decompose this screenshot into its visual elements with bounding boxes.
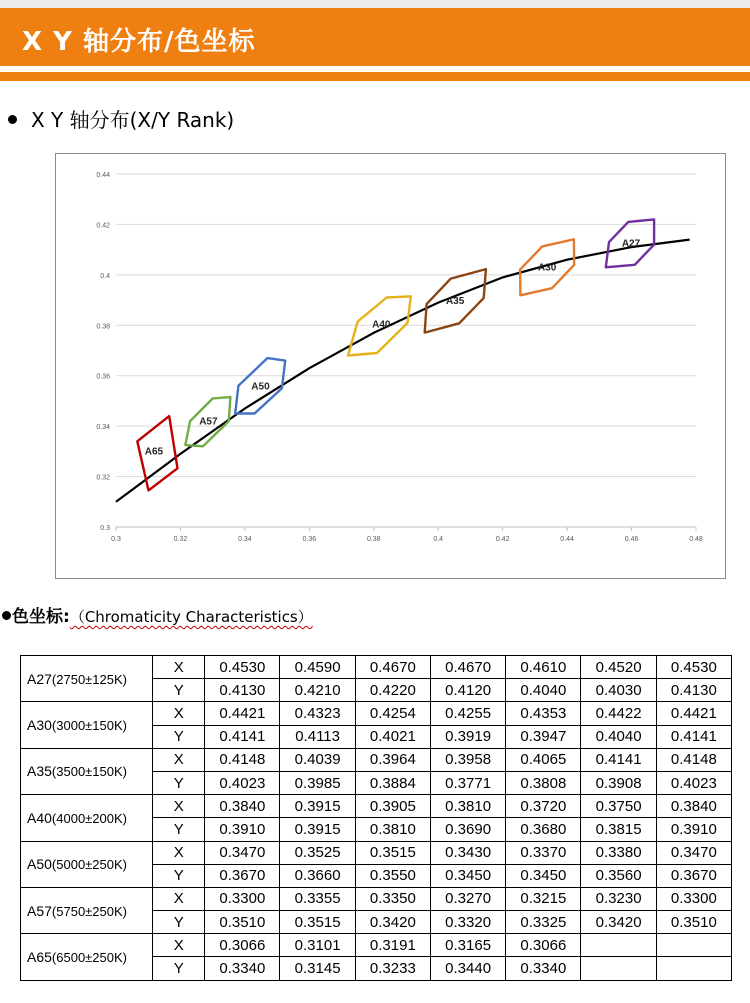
coordinate-cell: 0.4670 — [430, 656, 505, 679]
coordinate-cell: 0.4141 — [656, 725, 731, 748]
coordinate-cell: 0.4040 — [581, 725, 656, 748]
top-stripe — [0, 0, 750, 8]
bullet-icon — [8, 115, 17, 124]
axis-label-cell: Y — [153, 679, 205, 702]
coordinate-cell: 0.3720 — [506, 795, 581, 818]
coordinate-cell: 0.4141 — [581, 748, 656, 771]
coordinate-cell: 0.3510 — [656, 911, 731, 934]
rank-name-cell — [21, 656, 153, 702]
chart-canvas — [56, 154, 725, 578]
coordinate-cell: 0.3919 — [430, 725, 505, 748]
coordinate-cell: 0.3420 — [581, 911, 656, 934]
coordinate-cell — [656, 957, 731, 980]
coordinate-cell: 0.3910 — [656, 818, 731, 841]
rank-name-cell — [21, 795, 153, 841]
coordinate-cell: 0.4254 — [355, 702, 430, 725]
table-row — [21, 656, 732, 679]
coordinate-cell: 0.3908 — [581, 771, 656, 794]
section-chroma-label: 色坐标: — [12, 607, 70, 627]
rank-name: A65 — [27, 948, 52, 965]
coordinate-cell: 0.3550 — [355, 864, 430, 887]
coordinate-cell: 0.3470 — [656, 841, 731, 864]
rank-name: A57 — [27, 902, 52, 919]
x-tick-label: 0.32 — [173, 536, 188, 543]
coordinate-cell: 0.4148 — [205, 748, 280, 771]
axis-label-cell: Y — [153, 957, 205, 980]
coordinate-cell: 0.3430 — [430, 841, 505, 864]
rank-cct-range: (2750±125K) — [51, 671, 127, 687]
coordinate-cell: 0.3066 — [506, 934, 581, 957]
coordinate-cell: 0.3808 — [506, 771, 581, 794]
coordinate-cell: 0.4141 — [205, 725, 280, 748]
coordinate-cell: 0.3191 — [355, 934, 430, 957]
coordinate-cell — [656, 934, 731, 957]
y-tick-label: 0.42 — [96, 222, 110, 230]
coordinate-cell: 0.3840 — [205, 795, 280, 818]
coordinate-cell: 0.3380 — [581, 841, 656, 864]
coordinate-cell — [581, 957, 656, 980]
x-tick-label: 0.44 — [560, 536, 574, 543]
header-bar — [0, 8, 750, 66]
coordinate-cell: 0.4023 — [656, 771, 731, 794]
y-tick-label: 0.44 — [96, 172, 110, 179]
coordinate-cell: 0.3964 — [355, 748, 430, 771]
coordinate-cell: 0.4255 — [430, 702, 505, 725]
coordinate-cell: 0.3915 — [280, 818, 355, 841]
rank-cct-range: (3500±150K) — [51, 764, 127, 780]
x-tick-label: 0.4 — [433, 536, 444, 543]
coordinate-cell: 0.3370 — [506, 841, 581, 864]
coordinate-cell: 0.3470 — [205, 841, 280, 864]
rank-cct-range: (4000±200K) — [51, 810, 127, 826]
x-tick-label: 0.46 — [624, 536, 639, 543]
table-row — [21, 702, 732, 725]
coordinate-cell: 0.3101 — [280, 934, 355, 957]
bullet-icon — [2, 611, 11, 620]
coordinate-cell: 0.4065 — [506, 748, 581, 771]
rank-cct-range: (5000±250K) — [51, 857, 127, 873]
rank-name: A27 — [27, 670, 52, 687]
section-rank-label: X Y 轴分布(X/Y Rank) — [31, 108, 235, 132]
coordinate-cell: 0.4210 — [280, 679, 355, 702]
rank-name-cell — [21, 841, 153, 887]
coordinate-cell: 0.3815 — [581, 818, 656, 841]
axis-label-cell: Y — [153, 911, 205, 934]
rank-name-cell — [21, 702, 153, 748]
coordinate-cell: 0.4113 — [280, 725, 355, 748]
coordinate-cell: 0.3440 — [430, 957, 505, 980]
coordinate-cell: 0.4670 — [355, 656, 430, 679]
coordinate-cell: 0.3525 — [280, 841, 355, 864]
coordinate-cell: 0.3750 — [581, 795, 656, 818]
x-tick-label: 0.36 — [302, 536, 317, 543]
coordinate-cell: 0.3230 — [581, 887, 656, 910]
coordinate-cell: 0.4039 — [280, 748, 355, 771]
rank-label-a27: A27 — [621, 238, 641, 250]
x-tick-label: 0.48 — [689, 536, 703, 543]
axis-label-cell: X — [153, 748, 205, 771]
rank-name-cell — [21, 887, 153, 933]
coordinate-cell: 0.3355 — [280, 887, 355, 910]
coordinate-cell: 0.3165 — [430, 934, 505, 957]
rank-label-a50: A50 — [251, 381, 270, 393]
coordinate-cell: 0.4590 — [280, 656, 355, 679]
section-rank-heading — [8, 104, 234, 133]
x-tick-label: 0.42 — [495, 536, 510, 543]
coordinate-cell: 0.4220 — [355, 679, 430, 702]
rank-name: A30 — [27, 717, 52, 734]
coordinate-cell: 0.3300 — [656, 887, 731, 910]
section-chroma-sublabel: （Chromaticity Characteristics） — [69, 608, 313, 626]
table-row — [21, 795, 732, 818]
coordinate-cell: 0.4520 — [581, 656, 656, 679]
blackbody-curve — [116, 240, 690, 502]
axis-label-cell: Y — [153, 818, 205, 841]
coordinate-cell: 0.3690 — [430, 818, 505, 841]
coordinate-cell: 0.4323 — [280, 702, 355, 725]
coordinate-cell: 0.3215 — [506, 887, 581, 910]
rank-cct-range: (3000±150K) — [51, 718, 127, 734]
coordinate-cell: 0.4148 — [656, 748, 731, 771]
rank-cct-range: (6500±250K) — [51, 949, 127, 965]
table-row — [21, 841, 732, 864]
coordinate-cell: 0.4130 — [205, 679, 280, 702]
coordinate-cell: 0.3066 — [205, 934, 280, 957]
coordinate-cell: 0.3810 — [430, 795, 505, 818]
rank-label-a30: A30 — [537, 262, 557, 274]
coordinate-cell: 0.3270 — [430, 887, 505, 910]
rank-label-a65: A65 — [144, 446, 164, 458]
coordinate-cell: 0.3420 — [355, 911, 430, 934]
coordinate-cell: 0.3450 — [430, 864, 505, 887]
x-tick-label: 0.38 — [366, 536, 381, 543]
coordinate-cell: 0.4021 — [355, 725, 430, 748]
coordinate-cell: 0.3340 — [205, 957, 280, 980]
section-chroma-heading — [2, 602, 313, 627]
coordinate-cell: 0.4030 — [581, 679, 656, 702]
x-tick-label: 0.3 — [111, 536, 121, 543]
coordinate-cell: 0.3905 — [355, 795, 430, 818]
table-row — [21, 748, 732, 771]
axis-label-cell: X — [153, 795, 205, 818]
coordinate-cell: 0.4530 — [656, 656, 731, 679]
rank-name: A40 — [27, 809, 52, 826]
coordinate-cell: 0.4610 — [506, 656, 581, 679]
coordinate-cell: 0.3325 — [506, 911, 581, 934]
x-tick-label: 0.34 — [238, 536, 252, 543]
table-row — [21, 887, 732, 910]
coordinate-cell: 0.4130 — [656, 679, 731, 702]
rank-label-a40: A40 — [372, 319, 391, 331]
page-title: X Y 轴分布/色坐标 — [22, 27, 256, 57]
coordinate-cell: 0.3340 — [506, 957, 581, 980]
coordinate-cell: 0.3300 — [205, 887, 280, 910]
chromaticity-table — [20, 655, 732, 981]
table-row — [21, 934, 732, 957]
coordinate-cell: 0.3810 — [355, 818, 430, 841]
y-tick-label: 0.4 — [100, 272, 110, 280]
rank-label-a57: A57 — [199, 416, 218, 428]
coordinate-cell: 0.3884 — [355, 771, 430, 794]
xy-rank-chart — [55, 153, 726, 579]
coordinate-cell: 0.3320 — [430, 911, 505, 934]
coordinate-cell: 0.3915 — [280, 795, 355, 818]
rank-name-cell — [21, 748, 153, 794]
coordinate-cell: 0.3840 — [656, 795, 731, 818]
coordinate-cell: 0.3560 — [581, 864, 656, 887]
axis-label-cell: Y — [153, 864, 205, 887]
coordinate-cell: 0.3510 — [205, 911, 280, 934]
axis-label-cell: X — [153, 702, 205, 725]
y-tick-label: 0.38 — [96, 323, 110, 331]
coordinate-cell: 0.3670 — [205, 864, 280, 887]
coordinate-cell: 0.3515 — [355, 841, 430, 864]
coordinate-cell: 0.3450 — [506, 864, 581, 887]
rank-cct-range: (5750±250K) — [51, 903, 127, 919]
axis-label-cell: X — [153, 934, 205, 957]
y-tick-label: 0.34 — [96, 424, 110, 432]
rank-name-cell — [21, 934, 153, 980]
coordinate-cell: 0.3145 — [280, 957, 355, 980]
coordinate-cell: 0.3350 — [355, 887, 430, 910]
y-tick-label: 0.3 — [100, 525, 110, 532]
axis-label-cell: Y — [153, 771, 205, 794]
axis-label-cell: Y — [153, 725, 205, 748]
coordinate-cell: 0.3670 — [656, 864, 731, 887]
coordinate-cell: 0.4421 — [656, 702, 731, 725]
coordinate-cell: 0.4530 — [205, 656, 280, 679]
coordinate-cell: 0.4120 — [430, 679, 505, 702]
coordinate-cell: 0.3233 — [355, 957, 430, 980]
y-tick-label: 0.32 — [96, 474, 110, 482]
y-tick-label: 0.36 — [96, 373, 110, 381]
axis-label-cell: X — [153, 656, 205, 679]
coordinate-cell: 0.3771 — [430, 771, 505, 794]
header-divider — [0, 72, 750, 81]
coordinate-cell: 0.4421 — [205, 702, 280, 725]
coordinate-cell: 0.3910 — [205, 818, 280, 841]
coordinate-cell: 0.4040 — [506, 679, 581, 702]
coordinate-cell: 0.3515 — [280, 911, 355, 934]
axis-label-cell: X — [153, 841, 205, 864]
coordinate-cell: 0.4422 — [581, 702, 656, 725]
coordinate-cell: 0.3660 — [280, 864, 355, 887]
coordinate-cell: 0.3958 — [430, 748, 505, 771]
coordinate-cell: 0.3985 — [280, 771, 355, 794]
coordinate-cell: 0.3947 — [506, 725, 581, 748]
rank-label-a35: A35 — [445, 295, 465, 307]
coordinate-cell: 0.4023 — [205, 771, 280, 794]
coordinate-cell: 0.4353 — [506, 702, 581, 725]
coordinate-cell — [581, 934, 656, 957]
rank-name: A50 — [27, 856, 52, 873]
rank-name: A35 — [27, 763, 52, 780]
axis-label-cell: X — [153, 887, 205, 910]
coordinate-cell: 0.3680 — [506, 818, 581, 841]
